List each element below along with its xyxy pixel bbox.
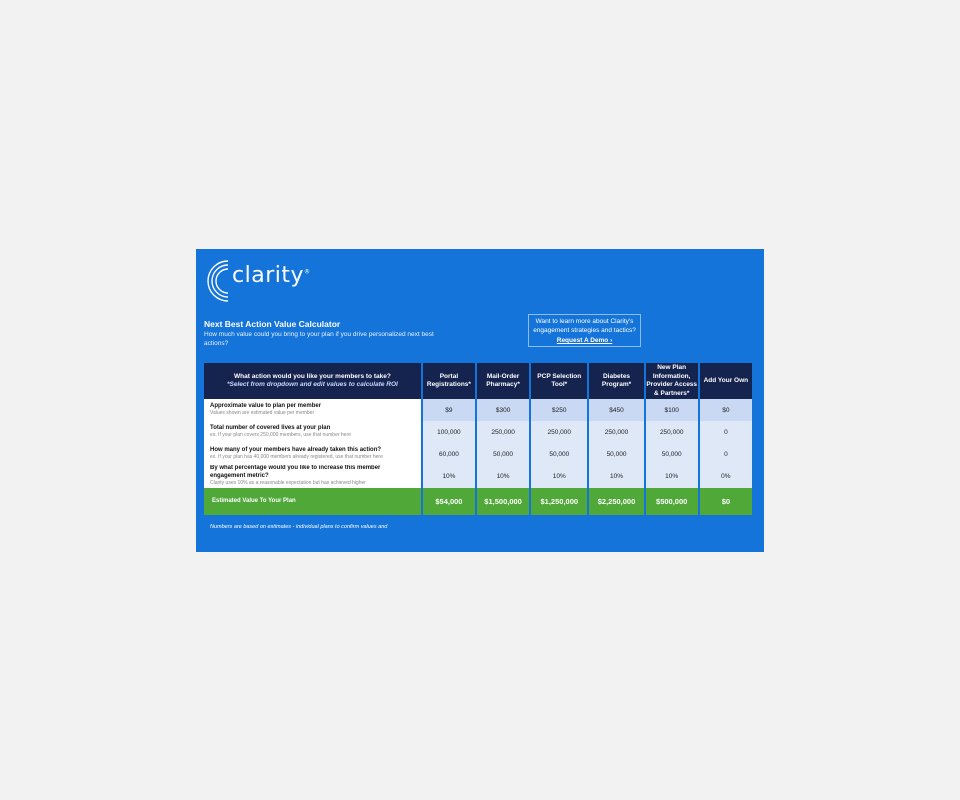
total-label: Estimated Value To Your Plan [204, 488, 421, 515]
row-hint: Values shown are estimated value per member [210, 410, 315, 416]
row-label-text: Total number of covered lives at your plan [210, 424, 331, 431]
total-value: $500,000 [646, 488, 698, 515]
table-row [204, 421, 752, 443]
table-row [204, 443, 752, 465]
value-cell[interactable]: 60,000 [423, 443, 475, 465]
calculator-title: Next Best Action Value Calculator [204, 319, 341, 329]
row-hint: ex. If your plan covers 250,000 members, use that number here [210, 432, 351, 438]
value-cell[interactable]: 50,000 [477, 443, 529, 465]
total-value: $0 [700, 488, 752, 515]
value-cell[interactable]: $0 [700, 399, 752, 421]
question-hint: *Select from dropdown and edit values to calculate ROI [227, 381, 398, 388]
column-header[interactable]: New Plan Information, Provider Access & Partners* [646, 363, 698, 399]
row-label-text: Approximate value to plan per member [210, 402, 322, 409]
value-cell[interactable]: $450 [589, 399, 643, 421]
column-header[interactable]: PCP Selection Tool* [531, 363, 587, 399]
column-header[interactable]: Diabetes Program* [589, 363, 643, 399]
value-cell[interactable]: $9 [423, 399, 475, 421]
value-cell[interactable]: 10% [646, 465, 698, 488]
row-hint: Clarity uses 10% as a reasonable expectation but has achieved higher [210, 480, 366, 486]
value-cell[interactable]: $300 [477, 399, 529, 421]
total-row [204, 488, 752, 515]
value-cell[interactable]: 0 [700, 443, 752, 465]
column-header[interactable]: Mail-Order Pharmacy* [477, 363, 529, 399]
request-demo-link[interactable]: Request A Demo › [556, 337, 613, 344]
value-cell[interactable]: 10% [531, 465, 587, 488]
value-cell[interactable]: 250,000 [589, 421, 643, 443]
row-hint: ex. If your plan has 40,000 members already registered, use that number here [210, 454, 383, 460]
column-header[interactable]: Portal Registrations* [423, 363, 475, 399]
value-cell[interactable]: 50,000 [646, 443, 698, 465]
total-value: $2,250,000 [589, 488, 643, 515]
total-value: $1,500,000 [477, 488, 529, 515]
value-cell[interactable]: 250,000 [477, 421, 529, 443]
row-label-text: How many of your members have already taken this action? [210, 446, 382, 453]
value-cell[interactable]: 50,000 [531, 443, 587, 465]
value-cell[interactable]: $100 [646, 399, 698, 421]
question-text: What action would you like your members to take? [234, 372, 391, 380]
value-cell[interactable]: 0 [700, 421, 752, 443]
footnote: Numbers are based on estimates - individual plans to confirm values and [210, 524, 388, 530]
value-cell[interactable]: 250,000 [646, 421, 698, 443]
brand-name: clarity® [232, 263, 311, 288]
row-label [204, 443, 421, 465]
value-cell[interactable]: 0% [700, 465, 752, 488]
cta-text: Want to learn more about Clarity's engagement strategies and tactics? [533, 318, 636, 334]
total-value: $1,250,000 [531, 488, 587, 515]
row-label [204, 465, 421, 488]
calculator-card [196, 249, 764, 552]
roi-table [202, 363, 754, 515]
row-label [204, 399, 421, 421]
value-cell[interactable]: 10% [423, 465, 475, 488]
row-label-text: By what percentage would you like to increase this member engagement metric? [210, 465, 381, 479]
value-cell[interactable]: 10% [477, 465, 529, 488]
value-cell[interactable]: 250,000 [531, 421, 587, 443]
calculator-subtitle: How much value could you bring to your plan if you drive personalized next best actions? [204, 331, 434, 347]
total-value: $54,000 [423, 488, 475, 515]
value-cell[interactable]: $250 [531, 399, 587, 421]
value-cell[interactable]: 100,000 [423, 421, 475, 443]
demo-cta-box [528, 314, 641, 347]
value-cell[interactable]: 50,000 [589, 443, 643, 465]
table-row [204, 465, 752, 488]
action-question-header[interactable] [204, 363, 421, 399]
column-header[interactable]: Add Your Own [700, 363, 752, 399]
value-cell[interactable]: 10% [589, 465, 643, 488]
table-row [204, 399, 752, 421]
row-label [204, 421, 421, 443]
